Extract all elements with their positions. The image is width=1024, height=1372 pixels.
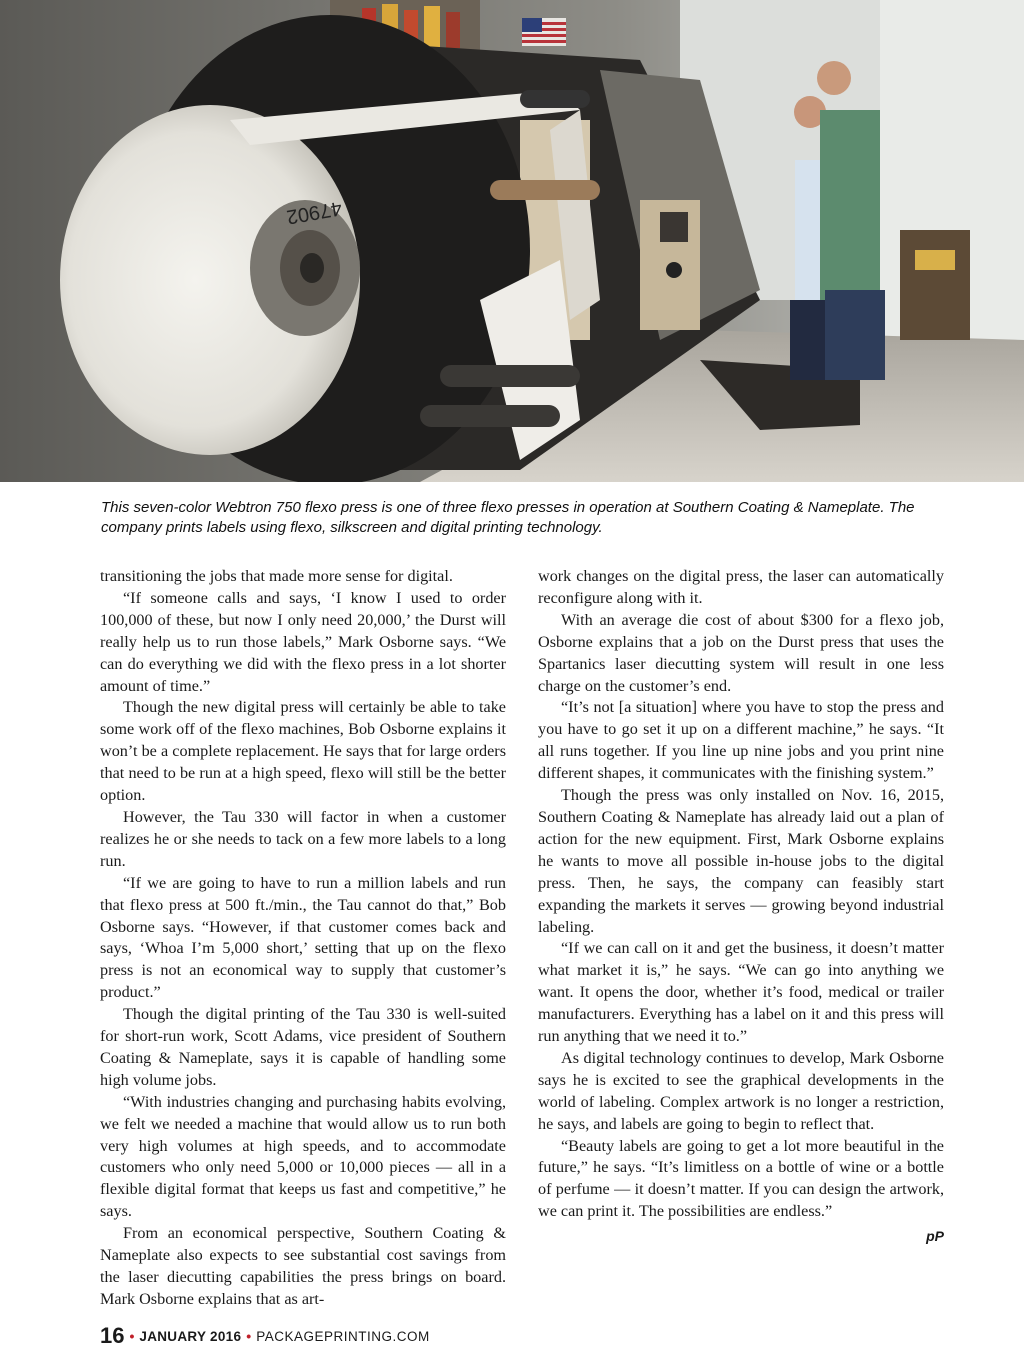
- paragraph: Though the new digital press will certainly be able to take some work off of the flexo machines, Bob Osborne explains it won’t be a complete replacement. He says that for large orders that need to be run at a high speed, flexo will still be the better option.: [100, 698, 506, 805]
- paragraph: transitioning the jobs that made more sense for digital.: [100, 567, 453, 585]
- end-mark: pP: [926, 1228, 944, 1245]
- article-column-right: [538, 566, 944, 1248]
- paragraph: “If someone calls and says, ‘I know I used to order 100,000 of these, but now I only need 20,000,’ the Durst will really help us to run those labels,” Mark Osborne says. “We can do everything we did with the flexo press in a lot shorter amount of time.”: [100, 588, 506, 695]
- paragraph: However, the Tau 330 will factor in when a customer realizes he or she needs to tack on a few more labels to a long run.: [100, 807, 506, 870]
- paragraph: Though the digital printing of the Tau 330 is well-suited for short-run work, Scott Adams, vice president of Southern Coating & Nameplate, says it is capable of handling some high volume jobs.: [100, 1005, 506, 1089]
- paragraph: As digital technology continues to develop, Mark Osborne says he is excited to see the graphical developments in the world of labeling. Complex artwork is no longer a restriction, he says, and labels are going to begin to reflect that.: [538, 1048, 944, 1133]
- paragraph: Though the press was only installed on Nov. 16, 2015, Southern Coating & Nameplate has already laid out a plan of action for the new equipment. First, Mark Osborne explains he wants to move all possible in-house jobs to the digital press. Then, he says, the company can feasibly start expanding the markets it serves — growing beyond industrial labeling.: [538, 786, 944, 936]
- page-footer: [100, 1323, 430, 1349]
- paragraph: “If we are going to have to run a million labels and run that flexo press at 500 ft./min., the Tau cannot do that,” Bob Osborne says. “However, if that customer comes back and says, ‘Whoa I’m 5,000 short,’ setting that up on the flexo press is not an economical way to supply that customer’s product.”: [100, 873, 506, 1002]
- paragraph: From an economical perspective, Southern Coating & Nameplate also expects to see substantial cost savings from the laser diecutting capabilities the press brings on board. Mark Osborne explains that as art-: [100, 1224, 506, 1308]
- paragraph: “With industries changing and purchasing habits evolving, we felt we needed a machine that would allow us to run both very high volumes at high speeds, and to accommodate customers who only need 5,000 or 10,000 pieces — all in a flexible digital format that keeps us fast and competitive,” he says.: [100, 1092, 506, 1221]
- separator-dot: •: [246, 1328, 252, 1344]
- paragraph: “If we can call on it and get the business, it doesn’t matter what market it is,” he says. “We can go into anything we want. It opens the door, whether it’s food, medical or trailer manufacturers. Everything has a label on it and this press will run anything that we need it to.”: [538, 939, 944, 1046]
- paragraph: “It’s not [a situation] where you have to stop the press and you have to go set it up on a different machine,” he says. “It all runs together. If you line up nine jobs and you print nine different shapes, it communicates with the finishing system.”: [538, 698, 944, 783]
- website: PACKAGEPRINTING.COM: [256, 1329, 430, 1344]
- paragraph: With an average die cost of about $300 for a flexo job, Osborne explains that a job on the Durst press that uses the Spartanics laser diecutting system will result in one less charge on the customer’s end.: [538, 610, 944, 695]
- article-column-left: [100, 566, 506, 1311]
- press-illustration: [0, 0, 1024, 482]
- paragraph: work changes on the digital press, the laser can automatically reconfigure along with it.: [538, 567, 944, 607]
- photo-caption: This seven-color Webtron 750 flexo press is one of three flexo presses in operation at Southern Coating & Nameplate. The company prints labels using flexo, silkscreen and digital printing technology.: [101, 499, 915, 536]
- roll-marking: 47902: [284, 196, 344, 228]
- page-number: 16: [100, 1323, 125, 1348]
- separator-dot: •: [129, 1328, 135, 1344]
- paragraph: “Beauty labels are going to get a lot more beautiful in the future,” he says. “It’s limitless on a bottle of wine or a bottle of perfume — it doesn’t matter. If you can design the artwork, we can print it. The possibilities are endless.”: [538, 1136, 944, 1221]
- flexo-press-photo: [0, 0, 1024, 482]
- issue-date: JANUARY 2016: [139, 1329, 242, 1344]
